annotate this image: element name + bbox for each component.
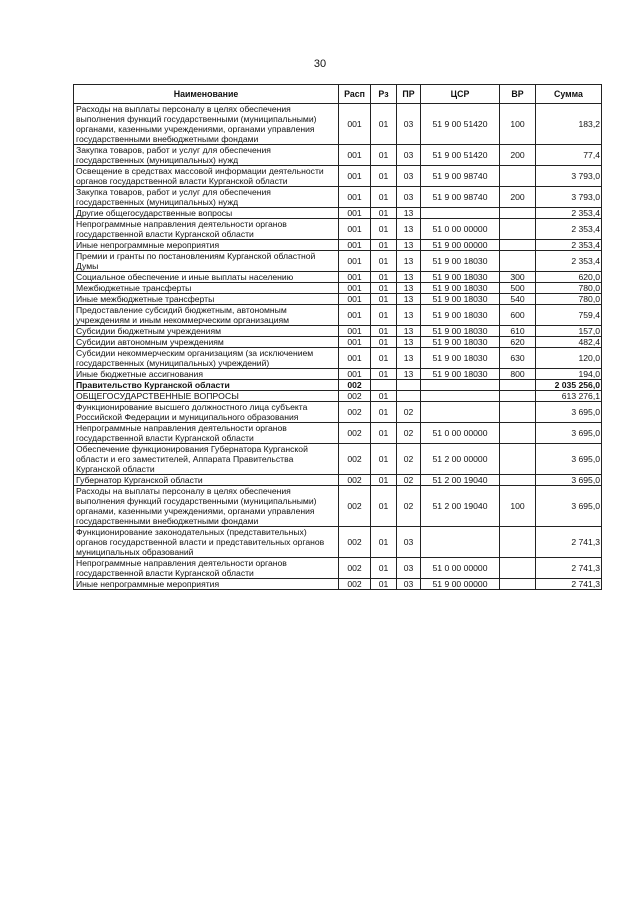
cell-sum: 3 793,0 bbox=[536, 166, 602, 187]
table-row bbox=[74, 348, 602, 369]
cell-sum: 3 695,0 bbox=[536, 402, 602, 423]
cell-name: Освещение в средствах массовой информации деятельности органов государственной власти Курганской области bbox=[74, 166, 339, 187]
cell-name: Непрограммные направления деятельности органов государственной власти Курганской области bbox=[74, 423, 339, 444]
cell-pr: 13 bbox=[397, 348, 421, 369]
cell-csr bbox=[421, 391, 500, 402]
cell-rz: 01 bbox=[371, 348, 397, 369]
cell-pr: 02 bbox=[397, 444, 421, 475]
cell-pr: 13 bbox=[397, 219, 421, 240]
cell-rz: 01 bbox=[371, 251, 397, 272]
cell-vr: 200 bbox=[500, 187, 536, 208]
table-row bbox=[74, 423, 602, 444]
cell-rz: 01 bbox=[371, 579, 397, 590]
table-header-row bbox=[74, 85, 602, 104]
cell-rz: 01 bbox=[371, 402, 397, 423]
cell-pr: 03 bbox=[397, 527, 421, 558]
cell-csr: 51 2 00 00000 bbox=[421, 444, 500, 475]
cell-rasp: 002 bbox=[339, 558, 371, 579]
table-row bbox=[74, 251, 602, 272]
cell-sum: 2 353,4 bbox=[536, 219, 602, 240]
cell-rz: 01 bbox=[371, 240, 397, 251]
cell-vr: 300 bbox=[500, 272, 536, 283]
cell-rasp: 001 bbox=[339, 369, 371, 380]
cell-vr bbox=[500, 166, 536, 187]
table-row bbox=[74, 486, 602, 527]
cell-sum: 759,4 bbox=[536, 305, 602, 326]
cell-csr: 51 2 00 19040 bbox=[421, 475, 500, 486]
cell-rz: 01 bbox=[371, 326, 397, 337]
table-row bbox=[74, 283, 602, 294]
cell-sum: 3 695,0 bbox=[536, 423, 602, 444]
header-sum: Сумма bbox=[536, 85, 602, 104]
table-row bbox=[74, 475, 602, 486]
cell-vr: 100 bbox=[500, 104, 536, 145]
cell-rz: 01 bbox=[371, 337, 397, 348]
budget-table bbox=[73, 84, 602, 590]
cell-pr: 03 bbox=[397, 579, 421, 590]
cell-vr bbox=[500, 240, 536, 251]
cell-name: Функционирование законодательных (представительных) органов государственной власти и представительных органов муниципальных образований bbox=[74, 527, 339, 558]
cell-pr: 03 bbox=[397, 166, 421, 187]
cell-rz: 01 bbox=[371, 369, 397, 380]
cell-rasp: 001 bbox=[339, 208, 371, 219]
cell-pr: 13 bbox=[397, 283, 421, 294]
cell-sum: 3 695,0 bbox=[536, 486, 602, 527]
cell-rz: 01 bbox=[371, 294, 397, 305]
cell-vr bbox=[500, 558, 536, 579]
cell-rasp: 001 bbox=[339, 348, 371, 369]
cell-vr: 610 bbox=[500, 326, 536, 337]
cell-name: Субсидии бюджетным учреждениям bbox=[74, 326, 339, 337]
cell-csr: 51 0 00 00000 bbox=[421, 558, 500, 579]
cell-sum: 2 741,3 bbox=[536, 527, 602, 558]
cell-sum: 780,0 bbox=[536, 294, 602, 305]
cell-vr bbox=[500, 380, 536, 391]
cell-rz bbox=[371, 380, 397, 391]
cell-pr: 03 bbox=[397, 145, 421, 166]
cell-vr bbox=[500, 579, 536, 590]
cell-sum: 157,0 bbox=[536, 326, 602, 337]
table-row bbox=[74, 527, 602, 558]
header-name: Наименование bbox=[74, 85, 339, 104]
cell-vr bbox=[500, 444, 536, 475]
cell-pr: 02 bbox=[397, 423, 421, 444]
cell-pr: 13 bbox=[397, 208, 421, 219]
cell-rasp: 002 bbox=[339, 475, 371, 486]
cell-sum: 2 353,4 bbox=[536, 240, 602, 251]
cell-rasp: 002 bbox=[339, 380, 371, 391]
cell-sum: 3 793,0 bbox=[536, 187, 602, 208]
cell-name: Непрограммные направления деятельности органов государственной власти Курганской области bbox=[74, 558, 339, 579]
cell-csr: 51 0 00 00000 bbox=[421, 219, 500, 240]
cell-rasp: 002 bbox=[339, 486, 371, 527]
cell-vr bbox=[500, 475, 536, 486]
cell-sum: 2 035 256,0 bbox=[536, 380, 602, 391]
cell-sum: 2 353,4 bbox=[536, 251, 602, 272]
cell-pr bbox=[397, 391, 421, 402]
cell-csr bbox=[421, 380, 500, 391]
cell-csr: 51 9 00 18030 bbox=[421, 326, 500, 337]
cell-rz: 01 bbox=[371, 145, 397, 166]
table-row bbox=[74, 240, 602, 251]
cell-pr: 13 bbox=[397, 251, 421, 272]
header-vr: ВР bbox=[500, 85, 536, 104]
table-row bbox=[74, 337, 602, 348]
cell-rz: 01 bbox=[371, 166, 397, 187]
cell-rasp: 001 bbox=[339, 326, 371, 337]
cell-rz: 01 bbox=[371, 423, 397, 444]
cell-rasp: 002 bbox=[339, 444, 371, 475]
cell-name: Иные бюджетные ассигнования bbox=[74, 369, 339, 380]
cell-rasp: 001 bbox=[339, 145, 371, 166]
cell-rasp: 001 bbox=[339, 305, 371, 326]
cell-rasp: 001 bbox=[339, 219, 371, 240]
table-row bbox=[74, 272, 602, 283]
table-row bbox=[74, 145, 602, 166]
cell-sum: 194,0 bbox=[536, 369, 602, 380]
cell-csr: 51 2 00 19040 bbox=[421, 486, 500, 527]
cell-pr: 03 bbox=[397, 104, 421, 145]
cell-rz: 01 bbox=[371, 104, 397, 145]
cell-vr: 100 bbox=[500, 486, 536, 527]
cell-csr bbox=[421, 402, 500, 423]
cell-sum: 2 353,4 bbox=[536, 208, 602, 219]
table-row bbox=[74, 166, 602, 187]
cell-rz: 01 bbox=[371, 272, 397, 283]
cell-name: Расходы на выплаты персоналу в целях обеспечения выполнения функций государственными (муниципальными) органами, казенными учреждениями, органами управления государственными внебюджетными фондами bbox=[74, 104, 339, 145]
cell-rz: 01 bbox=[371, 283, 397, 294]
cell-rasp: 001 bbox=[339, 166, 371, 187]
cell-vr bbox=[500, 208, 536, 219]
cell-name: Функционирование высшего должностного лица субъекта Российской Федерации и муниципального образования bbox=[74, 402, 339, 423]
cell-csr bbox=[421, 527, 500, 558]
cell-vr bbox=[500, 423, 536, 444]
table-row bbox=[74, 579, 602, 590]
cell-name: Социальное обеспечение и иные выплаты населению bbox=[74, 272, 339, 283]
table-row bbox=[74, 208, 602, 219]
cell-pr: 13 bbox=[397, 294, 421, 305]
cell-sum: 120,0 bbox=[536, 348, 602, 369]
cell-csr: 51 9 00 51420 bbox=[421, 145, 500, 166]
cell-pr: 02 bbox=[397, 402, 421, 423]
cell-rasp: 001 bbox=[339, 294, 371, 305]
cell-name: Закупка товаров, работ и услуг для обеспечения государственных (муниципальных) нужд bbox=[74, 145, 339, 166]
cell-vr: 600 bbox=[500, 305, 536, 326]
cell-rasp: 001 bbox=[339, 251, 371, 272]
cell-csr bbox=[421, 208, 500, 219]
cell-sum: 780,0 bbox=[536, 283, 602, 294]
cell-pr: 13 bbox=[397, 305, 421, 326]
table-row bbox=[74, 219, 602, 240]
table-row bbox=[74, 294, 602, 305]
cell-rasp: 002 bbox=[339, 527, 371, 558]
cell-pr bbox=[397, 380, 421, 391]
cell-name: Расходы на выплаты персоналу в целях обеспечения выполнения функций государственными (муниципальными) органами, казенными учреждениями, органами управления государственными внебюджетными фондами bbox=[74, 486, 339, 527]
cell-sum: 3 695,0 bbox=[536, 475, 602, 486]
table-row bbox=[74, 369, 602, 380]
cell-rz: 01 bbox=[371, 444, 397, 475]
cell-csr: 51 9 00 51420 bbox=[421, 104, 500, 145]
header-rasp: Расп bbox=[339, 85, 371, 104]
cell-vr: 540 bbox=[500, 294, 536, 305]
cell-sum: 482,4 bbox=[536, 337, 602, 348]
page-number: 30 bbox=[313, 58, 327, 70]
cell-pr: 03 bbox=[397, 187, 421, 208]
cell-name: Губернатор Курганской области bbox=[74, 475, 339, 486]
header-csr: ЦСР bbox=[421, 85, 500, 104]
table-row bbox=[74, 104, 602, 145]
cell-pr: 13 bbox=[397, 337, 421, 348]
cell-vr: 620 bbox=[500, 337, 536, 348]
header-pr: ПР bbox=[397, 85, 421, 104]
cell-pr: 02 bbox=[397, 475, 421, 486]
cell-sum: 620,0 bbox=[536, 272, 602, 283]
table-row bbox=[74, 380, 602, 391]
cell-rz: 01 bbox=[371, 391, 397, 402]
table-body bbox=[74, 104, 602, 590]
cell-sum: 183,2 bbox=[536, 104, 602, 145]
cell-rasp: 001 bbox=[339, 104, 371, 145]
cell-name: Закупка товаров, работ и услуг для обеспечения государственных (муниципальных) нужд bbox=[74, 187, 339, 208]
cell-vr bbox=[500, 391, 536, 402]
cell-csr: 51 9 00 18030 bbox=[421, 369, 500, 380]
cell-sum: 77,4 bbox=[536, 145, 602, 166]
cell-rz: 01 bbox=[371, 558, 397, 579]
table-row bbox=[74, 402, 602, 423]
cell-name: Правительство Курганской области bbox=[74, 380, 339, 391]
table-row bbox=[74, 444, 602, 475]
cell-pr: 03 bbox=[397, 558, 421, 579]
cell-rasp: 002 bbox=[339, 423, 371, 444]
header-rz: Рз bbox=[371, 85, 397, 104]
cell-csr: 51 9 00 00000 bbox=[421, 579, 500, 590]
cell-vr: 500 bbox=[500, 283, 536, 294]
table-row bbox=[74, 326, 602, 337]
cell-name: Субсидии автономным учреждениям bbox=[74, 337, 339, 348]
cell-vr bbox=[500, 402, 536, 423]
cell-csr: 51 9 00 18030 bbox=[421, 294, 500, 305]
cell-rasp: 001 bbox=[339, 337, 371, 348]
cell-name: Межбюджетные трансферты bbox=[74, 283, 339, 294]
cell-vr bbox=[500, 219, 536, 240]
table-row bbox=[74, 391, 602, 402]
cell-csr: 51 9 00 00000 bbox=[421, 240, 500, 251]
cell-name: Непрограммные направления деятельности органов государственной власти Курганской области bbox=[74, 219, 339, 240]
cell-vr bbox=[500, 527, 536, 558]
cell-name: Другие общегосударственные вопросы bbox=[74, 208, 339, 219]
cell-rasp: 001 bbox=[339, 240, 371, 251]
cell-vr bbox=[500, 251, 536, 272]
table-row bbox=[74, 558, 602, 579]
cell-name: Субсидии некоммерческим организациям (за исключением государственных (муниципальных) учреждений) bbox=[74, 348, 339, 369]
cell-vr: 630 bbox=[500, 348, 536, 369]
cell-name: Премии и гранты по постановлениям Курганской областной Думы bbox=[74, 251, 339, 272]
cell-rz: 01 bbox=[371, 208, 397, 219]
cell-rz: 01 bbox=[371, 219, 397, 240]
cell-rasp: 001 bbox=[339, 283, 371, 294]
cell-name: ОБЩЕГОСУДАРСТВЕННЫЕ ВОПРОСЫ bbox=[74, 391, 339, 402]
cell-csr: 51 0 00 00000 bbox=[421, 423, 500, 444]
cell-rz: 01 bbox=[371, 187, 397, 208]
cell-rasp: 001 bbox=[339, 272, 371, 283]
cell-rasp: 002 bbox=[339, 579, 371, 590]
cell-csr: 51 9 00 18030 bbox=[421, 348, 500, 369]
cell-rz: 01 bbox=[371, 486, 397, 527]
cell-pr: 02 bbox=[397, 486, 421, 527]
cell-rz: 01 bbox=[371, 527, 397, 558]
cell-csr: 51 9 00 18030 bbox=[421, 283, 500, 294]
cell-rz: 01 bbox=[371, 305, 397, 326]
cell-name: Иные непрограммные мероприятия bbox=[74, 579, 339, 590]
cell-sum: 613 276,1 bbox=[536, 391, 602, 402]
cell-csr: 51 9 00 18030 bbox=[421, 305, 500, 326]
table-row bbox=[74, 305, 602, 326]
cell-rasp: 002 bbox=[339, 391, 371, 402]
cell-csr: 51 9 00 98740 bbox=[421, 166, 500, 187]
cell-name: Обеспечение функционирования Губернатора Курганской области и его заместителей, Аппарата Правительства Курганской области bbox=[74, 444, 339, 475]
cell-pr: 13 bbox=[397, 326, 421, 337]
table-row bbox=[74, 187, 602, 208]
cell-sum: 3 695,0 bbox=[536, 444, 602, 475]
cell-sum: 2 741,3 bbox=[536, 558, 602, 579]
cell-rasp: 002 bbox=[339, 402, 371, 423]
cell-name: Иные межбюджетные трансферты bbox=[74, 294, 339, 305]
cell-pr: 13 bbox=[397, 272, 421, 283]
cell-rz: 01 bbox=[371, 475, 397, 486]
cell-csr: 51 9 00 18030 bbox=[421, 251, 500, 272]
cell-pr: 13 bbox=[397, 369, 421, 380]
cell-vr: 800 bbox=[500, 369, 536, 380]
cell-sum: 2 741,3 bbox=[536, 579, 602, 590]
cell-rasp: 001 bbox=[339, 187, 371, 208]
cell-pr: 13 bbox=[397, 240, 421, 251]
cell-csr: 51 9 00 98740 bbox=[421, 187, 500, 208]
cell-name: Предоставление субсидий бюджетным, автономным учреждениям и иным некоммерческим организациям bbox=[74, 305, 339, 326]
cell-csr: 51 9 00 18030 bbox=[421, 337, 500, 348]
cell-name: Иные непрограммные мероприятия bbox=[74, 240, 339, 251]
cell-csr: 51 9 00 18030 bbox=[421, 272, 500, 283]
cell-vr: 200 bbox=[500, 145, 536, 166]
